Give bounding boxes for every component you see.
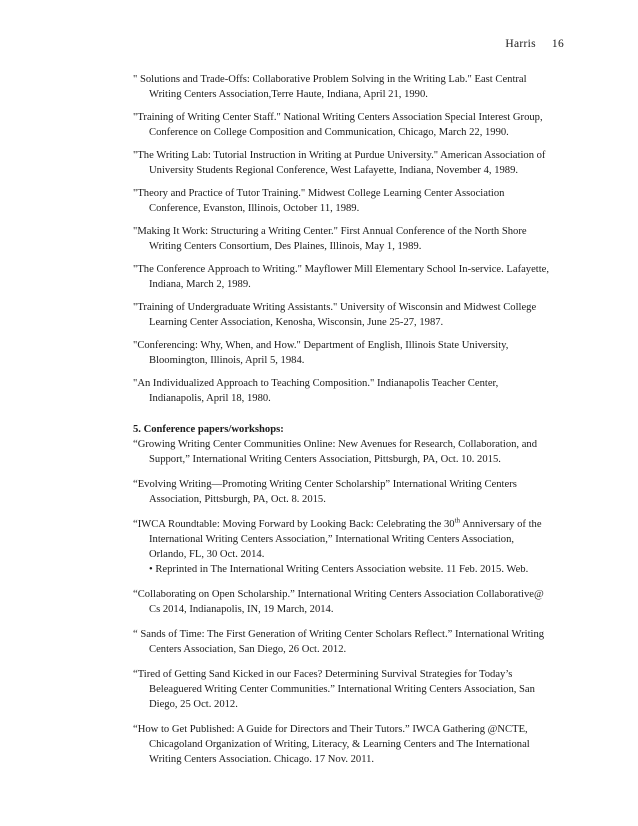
section-heading: 5. Conference papers/workshops: — [133, 424, 284, 435]
paper-entry: "The Writing Lab: Tutorial Instruction in Writing at Purdue University." American Association of University Students Regional Conference, West Lafayette, Indiana, November 4, 1989. — [133, 150, 546, 176]
paper-entry: "Training of Writing Center Staff." National Writing Centers Association Special Interest Group, Conference on College Composition and Communication, Chicago, March 22, 1990. — [133, 112, 543, 138]
running-header — [505, 37, 564, 52]
paper-entry: "Theory and Practice of Tutor Training." Midwest College Learning Center Association Conference, Evanston, Illinois, October 11, 1989. — [133, 188, 505, 214]
cv-content — [133, 72, 553, 777]
paper-entry: "Conferencing: Why, When, and How." Department of English, Illinois State University, Bloomington, Illinois, April 5, 1984. — [133, 340, 509, 366]
workshop-entry — [133, 517, 553, 577]
paper-entry: "The Conference Approach to Writing." Mayflower Mill Elementary School In-service. Lafayette, Indiana, March 2, 1989. — [133, 264, 550, 290]
reprint-note: • Reprinted in The International Writing Centers Association website. 11 Feb. 2015. Web. — [149, 564, 529, 575]
paper-entry: " Solutions and Trade-Offs: Collaborative Problem Solving in the Writing Lab." East Central Writing Centers Association,Terre Haute, Indiana, April 21, 1990. — [133, 74, 527, 100]
paper-entry: "An Individualized Approach to Teaching Composition." Indianapolis Teacher Center, Indianapolis, April 18, 1980. — [133, 378, 499, 404]
ordinal-superscript: th — [454, 516, 461, 525]
workshop-entry-text-cont: Anniversary of the International Writing Centers Association,” International Writing Centers Association, Orlando, FL, 30 Oct. 2014. — [149, 519, 542, 560]
workshop-entry-text: “IWCA Roundtable: Moving Forward by Looking Back: Celebrating the 30 — [133, 519, 455, 530]
workshop-entry: “ Sands of Time: The First Generation of Writing Center Scholars Reflect.” International Writing Centers Association, San Diego, 26 Oct. 2012. — [133, 629, 545, 655]
workshop-entry: “Collaborating on Open Scholarship.” International Writing Centers Association Collaborative@ Cs 2014, Indianapolis, IN, 19 March, 2014. — [133, 589, 544, 615]
paper-entry: "Making It Work: Structuring a Writing Center." First Annual Conference of the North Shore Writing Centers Consortium, Des Plaines, Illinois, May 1, 1989. — [133, 226, 527, 252]
workshop-entry: “Tired of Getting Sand Kicked in our Faces? Determining Survival Strategies for Today’s Beleaguered Writing Center Communities.” International Writing Centers Association, San Diego, 25 Oct. 2012. — [133, 669, 535, 710]
author-name: Harris — [505, 38, 536, 50]
page-number: 16 — [551, 38, 564, 50]
paper-entry: "Training of Undergraduate Writing Assistants." University of Wisconsin and Midwest College Learning Center Association, Kenosha, Wisconsin, June 25-27, 1987. — [133, 302, 537, 328]
workshop-entry: “Evolving Writing—Promoting Writing Center Scholarship” International Writing Centers Association, Pittsburgh, PA, Oct. 8. 2015. — [133, 479, 517, 505]
workshop-entry: “Growing Writing Center Communities Online: New Avenues for Research, Collaboration, and Support,” International Writing Centers Association, Pittsburgh, PA, Oct. 10. 2015. — [133, 439, 538, 465]
workshop-entry: “How to Get Published: A Guide for Directors and Their Tutors.” IWCA Gathering @NCTE, Chicagoland Organization of Writing, Literacy, & Learning Centers and The International Writing Centers Association. Chicago. 17 Nov. 2011. — [133, 724, 530, 765]
